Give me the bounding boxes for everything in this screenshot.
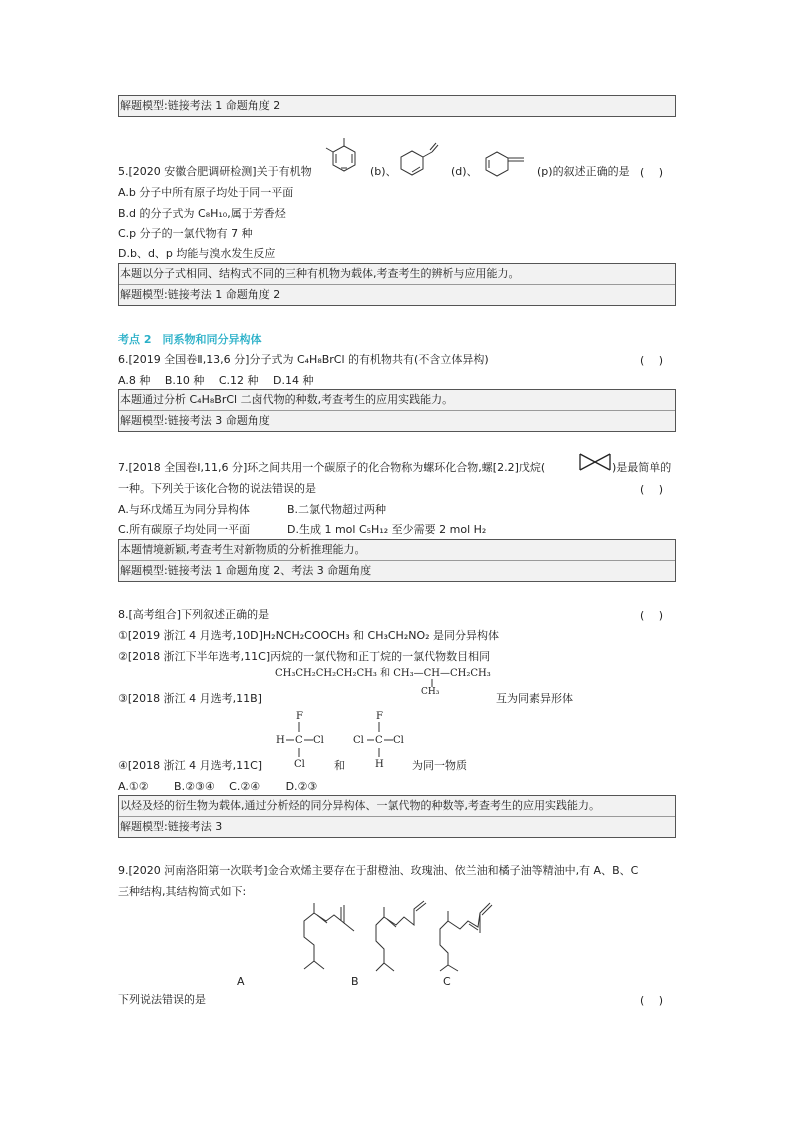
- q7-stem-part1: 7.[2018 全国卷Ⅰ,11,6 分]环之间共用一个碳原子的化合物称为螺环化合物,螺[2.2]戊烷(: [118, 461, 546, 474]
- right-bottom-atom: H: [375, 759, 384, 770]
- right-top-atom: F: [376, 711, 383, 722]
- structure-p-icon: [482, 148, 532, 180]
- q8-statement-1: ①[2019 浙江 4 月选考,10D]H₂NCH₂COOCH₃ 和 CH₃CH₂NO₂ 是同分异构体: [118, 629, 500, 642]
- q9-stem-line1: 9.[2020 河南洛阳第一次联考]金合欢烯主要存在于甜橙油、玫瑰油、依兰油和橘子油等精油中,有 A、B、C: [118, 864, 639, 877]
- farnesene-c-icon: [436, 899, 496, 971]
- left-left-atom: H: [276, 735, 285, 746]
- q7-option-c: C.所有碳原子均处同一平面: [118, 523, 251, 536]
- q5-model: 解题模型:链接考法 1 命题角度 2: [119, 284, 675, 305]
- q5-analysis-box: [118, 263, 676, 306]
- q7-answer-paren: ( ): [640, 483, 664, 496]
- q8-analysis-box: [118, 795, 676, 838]
- q5-answer-paren: ( ): [640, 166, 664, 179]
- q6-analysis-box: [118, 389, 676, 432]
- q5-option-d: D.b、d、p 均能与溴水发生反应: [118, 247, 276, 260]
- left-right-atom: Cl: [313, 735, 324, 746]
- q9-answer-paren: ( ): [640, 994, 664, 1007]
- q5-label-d: (d)、: [451, 165, 478, 178]
- q8-s3-formulas: CH₃CH₂CH₂CH₂CH₃ 和 CH₃—CH—CH₂CH₃: [275, 668, 491, 679]
- q8-s4-and: 和: [334, 759, 345, 772]
- q9-stem-line3: 下列说法错误的是: [118, 993, 206, 1006]
- left-top-atom: F: [296, 711, 303, 722]
- q5-option-b: B.d 的分子式为 C₈H₁₀,属于芳香烃: [118, 207, 286, 220]
- q8-options: A.①② B.②③④ C.②④ D.②③: [118, 780, 318, 793]
- right-center-atom: C: [375, 735, 383, 746]
- spiropentane-icon: [580, 454, 610, 470]
- q7-stem-line2: 一种。下列关于该化合物的说法错误的是: [118, 482, 316, 495]
- branch-bond: [431, 679, 433, 687]
- q8-model: 解题模型:链接考法 3: [119, 816, 675, 837]
- q8-stem: 8.[高考组合]下列叙述正确的是: [118, 608, 270, 621]
- q5-option-c: C.p 分子的一氯代物有 7 种: [118, 227, 253, 240]
- q5-analysis: 本题以分子式相同、结构式不同的三种有机物为载体,考查考生的辨析与应用能力。: [120, 267, 520, 280]
- q6-options: A.8 种 B.10 种 C.12 种 D.14 种: [118, 374, 314, 387]
- structure-d-icon: [398, 145, 444, 177]
- q7-model: 解题模型:链接考法 1 命题角度 2、考法 3 命题角度: [119, 560, 675, 581]
- q8-s3-tail: 互为同素异形体: [496, 692, 573, 705]
- farnesene-a-icon: [298, 903, 358, 971]
- q5-option-a: A.b 分子中所有原子均处于同一平面: [118, 186, 294, 199]
- q5-label-b: (b)、: [370, 165, 397, 178]
- right-left-atom: Cl: [353, 735, 364, 746]
- q8-statement-2: ②[2018 浙江下半年选考,11C]丙烷的一氯代物和正丁烷的一氯代物数目相同: [118, 650, 491, 663]
- q7-option-a: A.与环戊烯互为同分异构体: [118, 503, 250, 516]
- structure-b-icon: [326, 136, 362, 176]
- q8-statement-4: ④[2018 浙江 4 月选考,11C]: [118, 759, 263, 772]
- q8-analysis: 以烃及烃的衍生物为载体,通过分析烃的同分异构体、一氯代物的种数等,考查考生的应用实践能力。: [120, 799, 600, 812]
- q7-analysis: 本题情境新颖,考查考生对新物质的分析推理能力。: [120, 543, 366, 556]
- section-heading: 考点 2 同系物和同分异构体: [118, 333, 262, 346]
- q7-stem-part2: )是最简单的: [612, 461, 672, 474]
- q6-answer-paren: ( ): [640, 354, 664, 367]
- q8-s4-tail: 为同一物质: [412, 759, 467, 772]
- q6-stem: 6.[2019 全国卷Ⅱ,13,6 分]分子式为 C₄H₈BrCl 的有机物共有(不含立体异构): [118, 353, 489, 366]
- structure-label-b: B: [351, 975, 359, 988]
- analysis-box-top: [118, 95, 676, 117]
- structure-label-c: C: [443, 975, 451, 988]
- right-right-atom: Cl: [393, 735, 404, 746]
- structure-label-a: A: [237, 975, 245, 988]
- left-center-atom: C: [295, 735, 303, 746]
- q5-label-p: (p)的叙述正确的是: [537, 165, 630, 178]
- q6-model: 解题模型:链接考法 3 命题角度: [119, 410, 675, 431]
- right-bonds: [364, 722, 396, 758]
- q5-stem-prefix: 5.[2020 安徽合肥调研检测]关于有机物: [118, 165, 312, 178]
- q8-statement-3: ③[2018 浙江 4 月选考,11B]: [118, 692, 262, 705]
- farnesene-b-icon: [372, 899, 432, 971]
- left-bonds: [284, 722, 316, 758]
- q8-s3-methyl: CH₃: [421, 687, 440, 697]
- q9-stem-line2: 三种结构,其结构简式如下:: [118, 885, 247, 898]
- q8-answer-paren: ( ): [640, 609, 664, 622]
- q7-option-b: B.二氯代物超过两种: [287, 503, 387, 516]
- model-line: 解题模型:链接考法 1 命题角度 2: [120, 99, 281, 112]
- q7-analysis-box: [118, 539, 676, 582]
- q7-option-d: D.生成 1 mol C₅H₁₂ 至少需要 2 mol H₂: [287, 523, 487, 536]
- left-bottom-atom: Cl: [294, 759, 305, 770]
- q6-analysis: 本题通过分析 C₄H₈BrCl 二卤代物的种数,考查考生的应用实践能力。: [120, 393, 454, 406]
